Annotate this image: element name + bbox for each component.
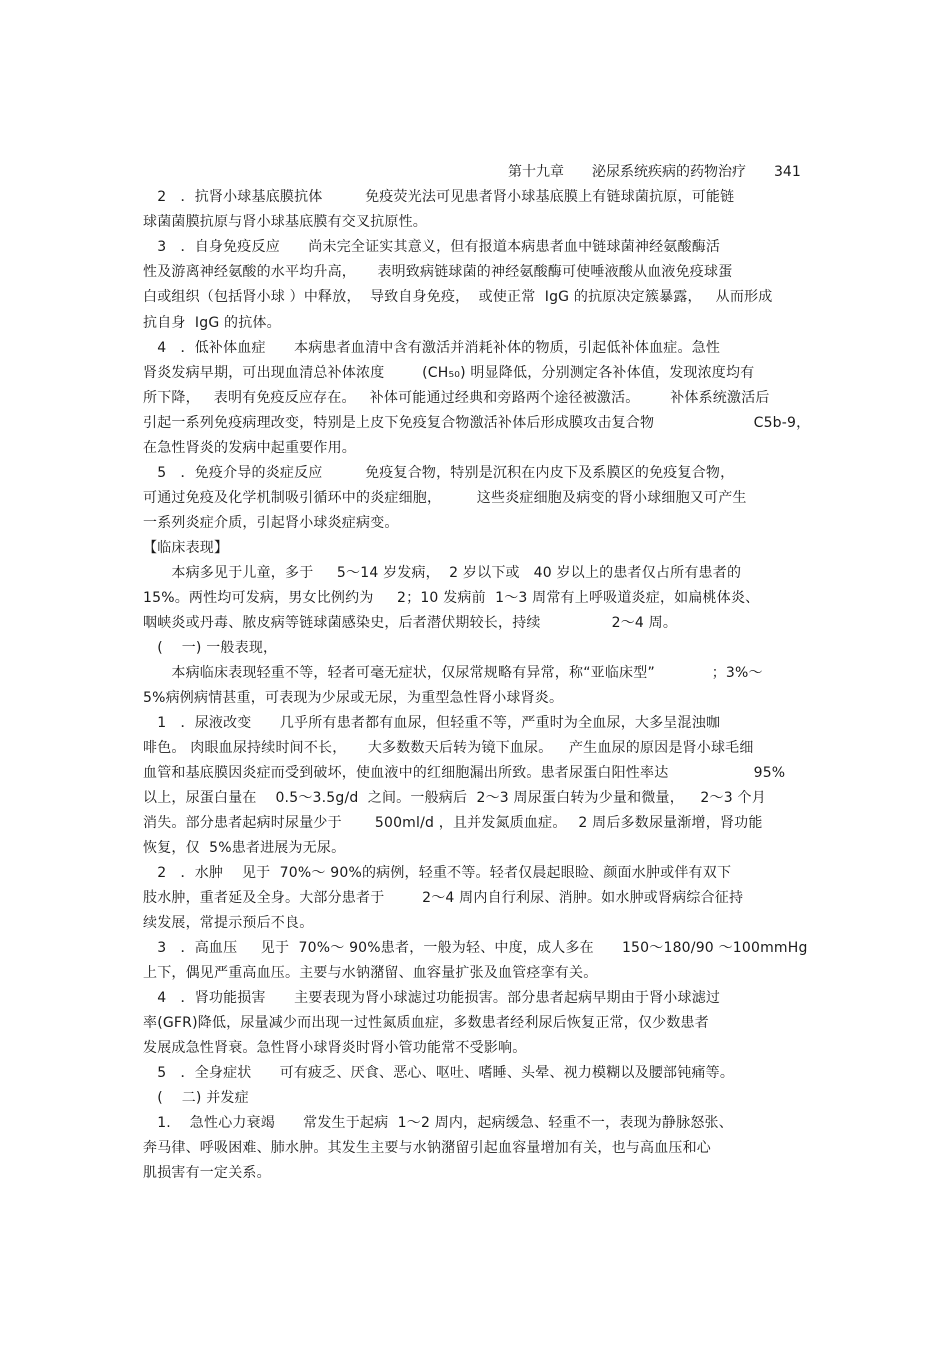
text-line: 5 ．全身症状 可有疲乏、厌食、恶心、呕吐、嗜睡、头晕、视力模糊以及腰部钝痛等。 xyxy=(143,1065,735,1081)
text-line: 球菌菌膜抗原与肾小球基底膜有交叉抗原性。 xyxy=(143,214,427,230)
text-line: 啡色。 肉眼血尿持续时间不长， 大多数数天后转为镜下血尿。 产生血尿的原因是肾小球毛细 xyxy=(143,740,754,756)
text-line: 恢复，仅 5%患者进展为无尿。 xyxy=(143,840,346,856)
text-line: 2 ．水肿 见于 70%～ 90%的病例，轻重不等。轻者仅晨起眼睑、颜面水肿或伴有双下 xyxy=(143,865,732,881)
text-line: 咽峡炎或丹毒、脓皮病等链球菌感染史，后者潜伏期较长，持续 2～4 周。 xyxy=(143,615,678,631)
text-line: 上下，偶见严重高血压。主要与水钠潴留、血容量扩张及血管痉挛有关。 xyxy=(143,965,598,981)
text-line: 肢水肿，重者延及全身。大部分患者于 2～4 周内自行利尿、消肿。如水肿或肾病综合征持 xyxy=(143,890,744,906)
text-line: 在急性肾炎的发病中起重要作用。 xyxy=(143,440,356,456)
subsection-heading: ( 一) 一般表现， xyxy=(143,640,278,656)
text-line: 续发展，常提示预后不良。 xyxy=(143,915,314,931)
text-line: 发展成急性肾衰。急性肾小球肾炎时肾小管功能常不受影响。 xyxy=(143,1040,527,1056)
text-line: 可通过免疫及化学机制吸引循环中的炎症细胞， 这些炎症细胞及病变的肾小球细胞又可产生 xyxy=(143,490,747,506)
text-line: 引起一系列免疫病理改变，特别是上皮下免疫复合物激活补体后形成膜攻击复合物 C5b-9， xyxy=(143,415,811,431)
text-line: 2 ．抗肾小球基底膜抗体 免疫荧光法可见患者肾小球基底膜上有链球菌抗原，可能链 xyxy=(143,189,735,205)
text-line: 一系列炎症介质，引起肾小球炎症病变。 xyxy=(143,515,399,531)
text-line: 血管和基底膜因炎症而受到破坏，使血液中的红细胞漏出所致。患者尿蛋白阳性率达 95% xyxy=(143,765,786,781)
text-line: 15%。两性均可发病，男女比例约为 2；10 发病前 1～3 周常有上呼吸道炎症，如扁桃体炎、 xyxy=(143,590,760,606)
page-header: 第十九章 泌尿系统疾病的药物治疗 341 xyxy=(508,164,801,180)
text-line: 白或组织（包括肾小球 ）中释放， 导致自身免疫， 或使正常 IgG 的抗原决定簇暴露， 从而形成 xyxy=(143,289,773,305)
subsection-heading: ( 二) 并发症 xyxy=(143,1090,249,1106)
text-line: 5 ．免疫介导的炎症反应 免疫复合物，特别是沉积在内皮下及系膜区的免疫复合物， xyxy=(143,465,735,481)
text-line: 本病多见于儿童，多于 5～14 岁发病， 2 岁以下或 40 岁以上的患者仅占所有患者的 xyxy=(143,565,742,581)
text-line: 3 ．高血压 见于 70%～ 90%患者，一般为轻、中度，成人多在 150～180/90 ～100mmHg xyxy=(143,940,808,956)
text-line: 1. 急性心力衰竭 常发生于起病 1～2 周内，起病缓急、轻重不一，表现为静脉怒张、 xyxy=(143,1115,733,1131)
text-line: 所下降， 表明有免疫反应存在。 补体可能通过经典和旁路两个途径被激活。 补体系统激活后 xyxy=(143,390,770,406)
text-line: 3 ．自身免疫反应 尚未完全证实其意义，但有报道本病患者血中链球菌神经氨酸酶活 xyxy=(143,239,721,255)
text-line: 肌损害有一定关系。 xyxy=(143,1165,271,1181)
text-line: 奔马律、呼吸困难、肺水肿。其发生主要与水钠潴留引起血容量增加有关，也与高血压和心 xyxy=(143,1140,711,1156)
text-line: 肾炎发病早期，可出现血清总补体浓度 (CH₅₀) 明显降低，分别测定各补体值，发现浓度均有 xyxy=(143,365,755,381)
text-line: 以上，尿蛋白量在 0.5～3.5g/d 之间。一般病后 2～3 周尿蛋白转为少量和微量， 2～3 个月 xyxy=(143,790,766,806)
text-line: 本病临床表现轻重不等，轻者可毫无症状，仅尿常规略有异常，称“亚临床型” ；3%～ xyxy=(143,665,763,681)
text-line: 消失。部分患者起病时尿量少于 500ml/d ，且并发氮质血症。 2 周后多数尿量渐增，肾功能 xyxy=(143,815,763,831)
text-line: 抗自身 IgG 的抗体。 xyxy=(143,315,281,331)
text-line: 1 ．尿液改变 几乎所有患者都有血尿，但轻重不等，严重时为全血尿，大多呈混浊咖 xyxy=(143,715,721,731)
section-heading: 【临床表现】 xyxy=(143,540,229,556)
text-line: 4 ．低补体血症 本病患者血清中含有激活并消耗补体的物质，引起低补体血症。急性 xyxy=(143,340,721,356)
text-line: 4 ．肾功能损害 主要表现为肾小球滤过功能损害。部分患者起病早期由于肾小球滤过 xyxy=(143,990,721,1006)
text-line: 性及游离神经氨酸的水平均升高， 表明致病链球菌的神经氨酸酶可使唾液酸从血液免疫球蛋 xyxy=(143,264,733,280)
text-line: 5%病例病情甚重，可表现为少尿或无尿，为重型急性肾小球肾炎。 xyxy=(143,690,564,706)
text-line: 率(GFR)降低，尿量减少而出现一过性氮质血症，多数患者经利尿后恢复正常，仅少数患者 xyxy=(143,1015,709,1031)
